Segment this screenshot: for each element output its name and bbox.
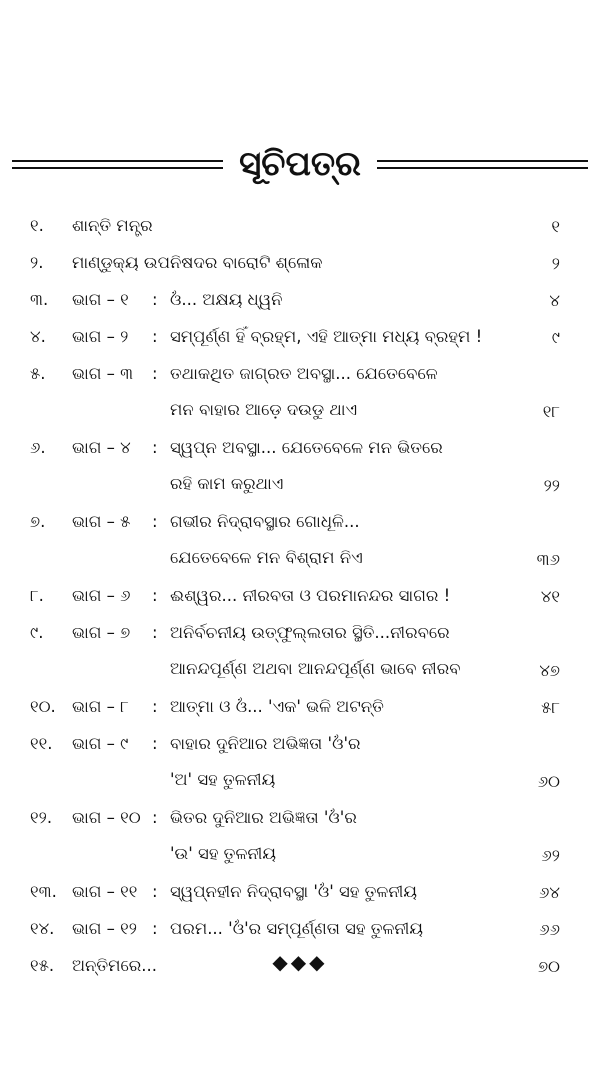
toc-entry-12: [30, 800, 560, 874]
entry-page-number: ୨୨: [543, 476, 560, 495]
entry-title-line-2: ଯେତେବେଳେ ମନ ବିଶ୍ରାମ ନିଏ: [170, 548, 363, 567]
entry-colon: :: [152, 438, 158, 457]
entry-part-label: ଭାଗ – ୧: [72, 290, 129, 309]
entry-title-line-1: ଅନିର୍ବଚନୀୟ ଉତ୍‌ଫୁଲ୍ଲତାର ସ୍ଥିତି...ନୀରବରେ: [170, 623, 450, 642]
entry-number: ୧୦.: [30, 697, 56, 716]
entry-title-line-1: ଗଭୀର ନିଦ୍ରାବସ୍ଥାର ଗୋଧୂଳି...: [170, 512, 360, 531]
entry-number: ୬.: [30, 438, 46, 457]
entry-page-number: ୬୬: [539, 920, 560, 939]
toc-entry-5: [30, 356, 560, 430]
entry-title: ଶାନ୍ତି ମନ୍ତ୍ର: [72, 216, 153, 235]
entry-title: ଅନ୍ତିମରେ...: [72, 956, 158, 975]
entry-title-line-1: ତଥାକଥିତ ଜାଗ୍ରତ ଅବସ୍ଥା... ଯେତେବେଳେ: [170, 364, 438, 383]
entry-colon: :: [152, 697, 158, 716]
toc-entry-13: [30, 874, 560, 911]
entry-title-line-2: ମନ ବାହାର ଆଡ଼େ ଦଉଡୁ ଥାଏ: [170, 400, 358, 419]
entry-colon: :: [152, 327, 158, 346]
entry-title-line-2: 'ଉ' ସହ ତୁଳନୀୟ: [170, 844, 276, 863]
entry-title: ଈଶ୍ୱର... ନୀରବତା ଓ ପରମାନନ୍ଦର ସାଗର !: [170, 586, 451, 605]
toc-entry-2: [30, 245, 560, 282]
entry-title: ଆତ୍ମା ଓ ଓଁ... 'ଏକ' ଭଳି ଅଟନ୍ତି: [170, 697, 384, 716]
entry-page-number: ୪: [549, 291, 560, 310]
entry-colon: :: [152, 586, 158, 605]
entry-part-label: ଭାଗ – ୬: [72, 586, 131, 605]
toc-entry-10: [30, 689, 560, 726]
entry-part-label: ଭାଗ – ୧୧: [72, 882, 138, 901]
entry-title: ଓଁ... ଅକ୍ଷୟ ଧ୍ୱନି: [170, 290, 283, 309]
entry-title-line-1: ସ୍ୱପ୍ନ ଅବସ୍ଥା... ଯେତେବେଳେ ମନ ଭିତରେ: [170, 438, 443, 457]
page-title: ସୂଚିପତ୍ର: [239, 144, 361, 184]
toc-entry-14: [30, 911, 560, 948]
entry-colon: :: [152, 290, 158, 309]
entry-number: ୧୧.: [30, 734, 53, 753]
entry-title: ସମ୍ପୂର୍ଣ୍ଣ ହିଁ ବ୍ରହ୍ମ, ଏହି ଆତ୍ମା ମଧ୍ୟ ବ୍ରହ୍ମ !: [170, 327, 483, 346]
entry-number: ୧୩.: [30, 882, 57, 901]
entry-part-label: ଭାଗ – ୩: [72, 364, 134, 383]
toc-entry-11: [30, 726, 560, 800]
entry-part-label: ଭାଗ – ୧୦: [72, 808, 141, 827]
entry-part-label: ଭାଗ – ୮: [72, 697, 129, 716]
toc-entry-1: [30, 208, 560, 245]
entry-page-number: ୨: [551, 254, 560, 273]
entry-title: ମାଣ୍ଡୁକ୍ୟ ଉପନିଷଦର ବାରୋଟି ଶ୍ଳୋକ: [72, 253, 323, 272]
toc-entry-6: [30, 430, 560, 504]
entry-page-number: ୧: [551, 217, 560, 236]
entry-page-number: ୯: [551, 328, 560, 347]
entry-colon: :: [152, 882, 158, 901]
entry-colon: :: [152, 364, 158, 383]
toc-entry-3: [30, 282, 560, 319]
entry-number: ୯.: [30, 623, 44, 642]
diamond-ornament-icon: ◆◆◆: [272, 950, 328, 974]
entry-number: ୪.: [30, 327, 46, 346]
entry-title: ସ୍ୱପ୍ନହୀନ ନିଦ୍ରାବସ୍ଥା 'ଓଁ' ସହ ତୁଳନୀୟ: [170, 882, 417, 901]
entry-colon: :: [152, 808, 158, 827]
entry-page-number: ୫୮: [541, 698, 560, 717]
entry-page-number: ୧୮: [542, 402, 560, 421]
toc-entry-9: [30, 615, 560, 689]
entry-part-label: ଭାଗ – ୧୨: [72, 919, 137, 938]
entry-page-number: ୪୭: [539, 661, 560, 680]
title-rule-right: [377, 160, 588, 169]
toc-list: [30, 208, 560, 985]
entry-title-line-2: ରହି କାମ କରୁଥାଏ: [170, 474, 284, 493]
entry-number: ୧.: [30, 216, 44, 235]
entry-title-line-1: ବାହାର ଦୁନିଆର ଅଭିଜ୍ଞତା 'ଓଁ'ର: [170, 734, 361, 753]
entry-number: ୧୨.: [30, 808, 53, 827]
entry-number: ୩.: [30, 290, 49, 309]
entry-number: ୧୪.: [30, 919, 55, 938]
title-bar: [12, 140, 588, 188]
entry-number: ୮.: [30, 586, 44, 605]
entry-number: ୧୫.: [30, 956, 55, 975]
entry-page-number: ୭୦: [537, 957, 560, 976]
entry-part-label: ଭାଗ – ୨: [72, 327, 129, 346]
entry-title: ପରମ... 'ଓଁ'ର ସମ୍ପୂର୍ଣ୍ଣତା ସହ ତୁଳନୀୟ: [170, 919, 423, 938]
entry-number: ୨.: [30, 253, 44, 272]
entry-colon: :: [152, 512, 158, 531]
entry-colon: :: [152, 623, 158, 642]
entry-part-label: ଭାଗ – ୪: [72, 438, 131, 457]
entry-title-line-1: ଭିତର ଦୁନିଆର ଅଭିଜ୍ଞତା 'ଓଁ'ର: [170, 808, 357, 827]
entry-part-label: ଭାଗ – ୭: [72, 623, 131, 642]
entry-page-number: ୬୨: [541, 846, 560, 865]
entry-page-number: ୬୪: [539, 883, 560, 902]
entry-part-label: ଭାଗ – ୫: [72, 512, 131, 531]
entry-page-number: ୬୦: [537, 772, 560, 791]
entry-number: ୭.: [30, 512, 46, 531]
entry-colon: :: [152, 919, 158, 938]
entry-title-line-2: 'ଅ' ସହ ତୁଳନୀୟ: [170, 770, 276, 789]
entry-part-label: ଭାଗ – ୯: [72, 734, 129, 753]
entry-colon: :: [152, 734, 158, 753]
toc-entry-8: [30, 578, 560, 615]
entry-page-number: ୩୬: [536, 550, 560, 569]
toc-entry-7: [30, 504, 560, 578]
entry-number: ୫.: [30, 364, 46, 383]
entry-title-line-2: ଆନନ୍ଦପୂର୍ଣ୍ଣ ଅଥବା ଆନନ୍ଦପୂର୍ଣ୍ଣ ଭାବେ ନୀରବ: [170, 659, 461, 678]
entry-page-number: ୪୧: [540, 587, 560, 606]
title-rule-left: [12, 160, 223, 169]
toc-entry-4: [30, 319, 560, 356]
